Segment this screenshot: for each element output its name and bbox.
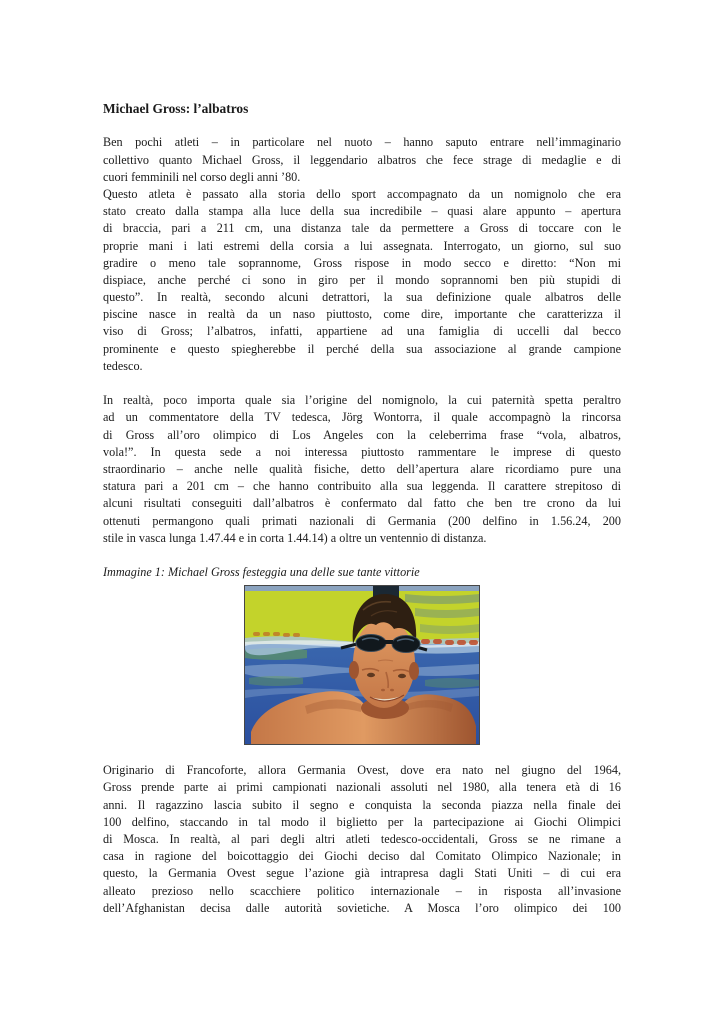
text-line: stile in vasca lunga 1.47.44 e in corta 1.44.14) a oltre un ventennio di distanza. bbox=[103, 530, 487, 545]
text-line: alleato prezioso nello scacchiere politico internazionale – in risposta all’invasione bbox=[103, 883, 621, 898]
swimmer-face bbox=[353, 618, 415, 708]
text-line: prominente e questo spiegherebbe il perché della sua associazione al grande campione bbox=[103, 341, 621, 356]
text-line: Gross prende parte ai primi campionati nazionali assoluti nel 1980, alla tenera età di 16 bbox=[103, 780, 621, 795]
text-line: straordinario – anche nelle qualità fisiche, detto dell’apertura alare ricordiamo pure una bbox=[103, 461, 621, 476]
text-line: Originario di Francoforte, allora Germania Ovest, dove era nato nel giugno del 1964, bbox=[103, 763, 621, 778]
paragraph-intro bbox=[103, 134, 621, 186]
text-line: casa in ragione del boicottaggio dei Giochi deciso dal Comitato Olimpico Nazionale; in bbox=[103, 849, 621, 864]
text-line: di Mosca. In realtà, al pari degli altri atleti tedesco-occidentali, Gross se ne rimane a bbox=[103, 832, 621, 847]
text-line: dell’Afghanistan decisa dalle autorità sovietiche. A Mosca l’oro olimpico dei 100 bbox=[103, 900, 621, 915]
text-line: vola!”. In questa sede a noi interessa piuttosto rammentare le imprese di questo bbox=[103, 444, 621, 459]
text-line: di Gross all’oro olimpico di Los Angeles con la celeberrima frase “vola, albatros, bbox=[103, 427, 621, 442]
paragraph-origins bbox=[103, 762, 621, 917]
text-line: viso di Gross; l’albatros, infatti, appartiene ad una famiglia di uccelli dal becco bbox=[103, 324, 621, 339]
figure-photo bbox=[244, 585, 480, 745]
paragraph-records bbox=[103, 392, 621, 547]
text-line: piscine nasce in realtà da un naso piuttosto, come dire, importante che caratterizza il bbox=[103, 307, 621, 322]
document-title: Michael Gross: l’albatros bbox=[103, 101, 249, 116]
text-line: gradire o meno tale soprannome, Gross rispose in modo secco e diretto: “Non mi bbox=[103, 255, 621, 270]
text-line: stato creato dalla stampa alla luce della sua incredibile – quasi alare appunto – apertura bbox=[103, 204, 621, 219]
text-line: ottenuti permangono quali primati nazionali di Germania (200 delfino in 1.56.24, 200 bbox=[103, 513, 621, 528]
text-line: proprie mani i lati estremi della corsia a lui assegnata. Interrogato, un giorno, sul suo bbox=[103, 238, 621, 253]
text-line: statura pari a 201 cm – che hanno contribuito alla sua leggenda. Il carattere strepitoso di bbox=[103, 479, 621, 494]
text-line: collettivo quanto Michael Gross, il leggendario albatros che fece strage di medaglie e di bbox=[103, 152, 621, 167]
paragraph-nickname bbox=[103, 186, 621, 375]
text-line: cuori femminili nel corso degli anni ’80. bbox=[103, 169, 301, 184]
text-line: questo, la Germania Ovest segue l’azione già intrapresa dagli Stati Uniti – di cui era bbox=[103, 866, 621, 881]
text-line: anni. Il ragazzino lascia subito il segno e conquista la seconda piazza nella finale dei bbox=[103, 797, 621, 812]
text-line: ad un commentatore della TV tedesca, Jörg Wontorra, il quale accompagnò la rincorsa bbox=[103, 410, 621, 425]
text-line: dispiace, anche perché ci sono in giro per il mondo soprannomi ben più stupidi di bbox=[103, 272, 621, 287]
text-line: di braccia, pari a 211 cm, una distanza tale da permettere a Gross di toccare con le bbox=[103, 221, 621, 236]
text-line: Ben pochi atleti – in particolare nel nuoto – hanno saputo entrare nell’immaginario bbox=[103, 135, 621, 150]
text-line: questo”. In realtà, secondo alcuni detrattori, la sua definizione quale albatros delle bbox=[103, 290, 621, 305]
swimmer-photo bbox=[245, 586, 479, 744]
text-line: alcuni risultati conseguiti dall’albatros è confermato dal fatto che ben tre crono da lui bbox=[103, 496, 621, 511]
text-line: 100 delfino, staccando in tal modo il biglietto per la partecipazione ai Giochi Olimpici bbox=[103, 814, 621, 829]
figure-caption: Immagine 1: Michael Gross festeggia una delle sue tante vittorie bbox=[103, 565, 420, 580]
text-line: In realtà, poco importa quale sia l’origine del nomignolo, la cui paternità spetta peraltro bbox=[103, 393, 621, 408]
text-line: Questo atleta è passato alla storia dello sport accompagnato da un nomignolo che era bbox=[103, 186, 621, 201]
text-line: tedesco. bbox=[103, 358, 143, 373]
